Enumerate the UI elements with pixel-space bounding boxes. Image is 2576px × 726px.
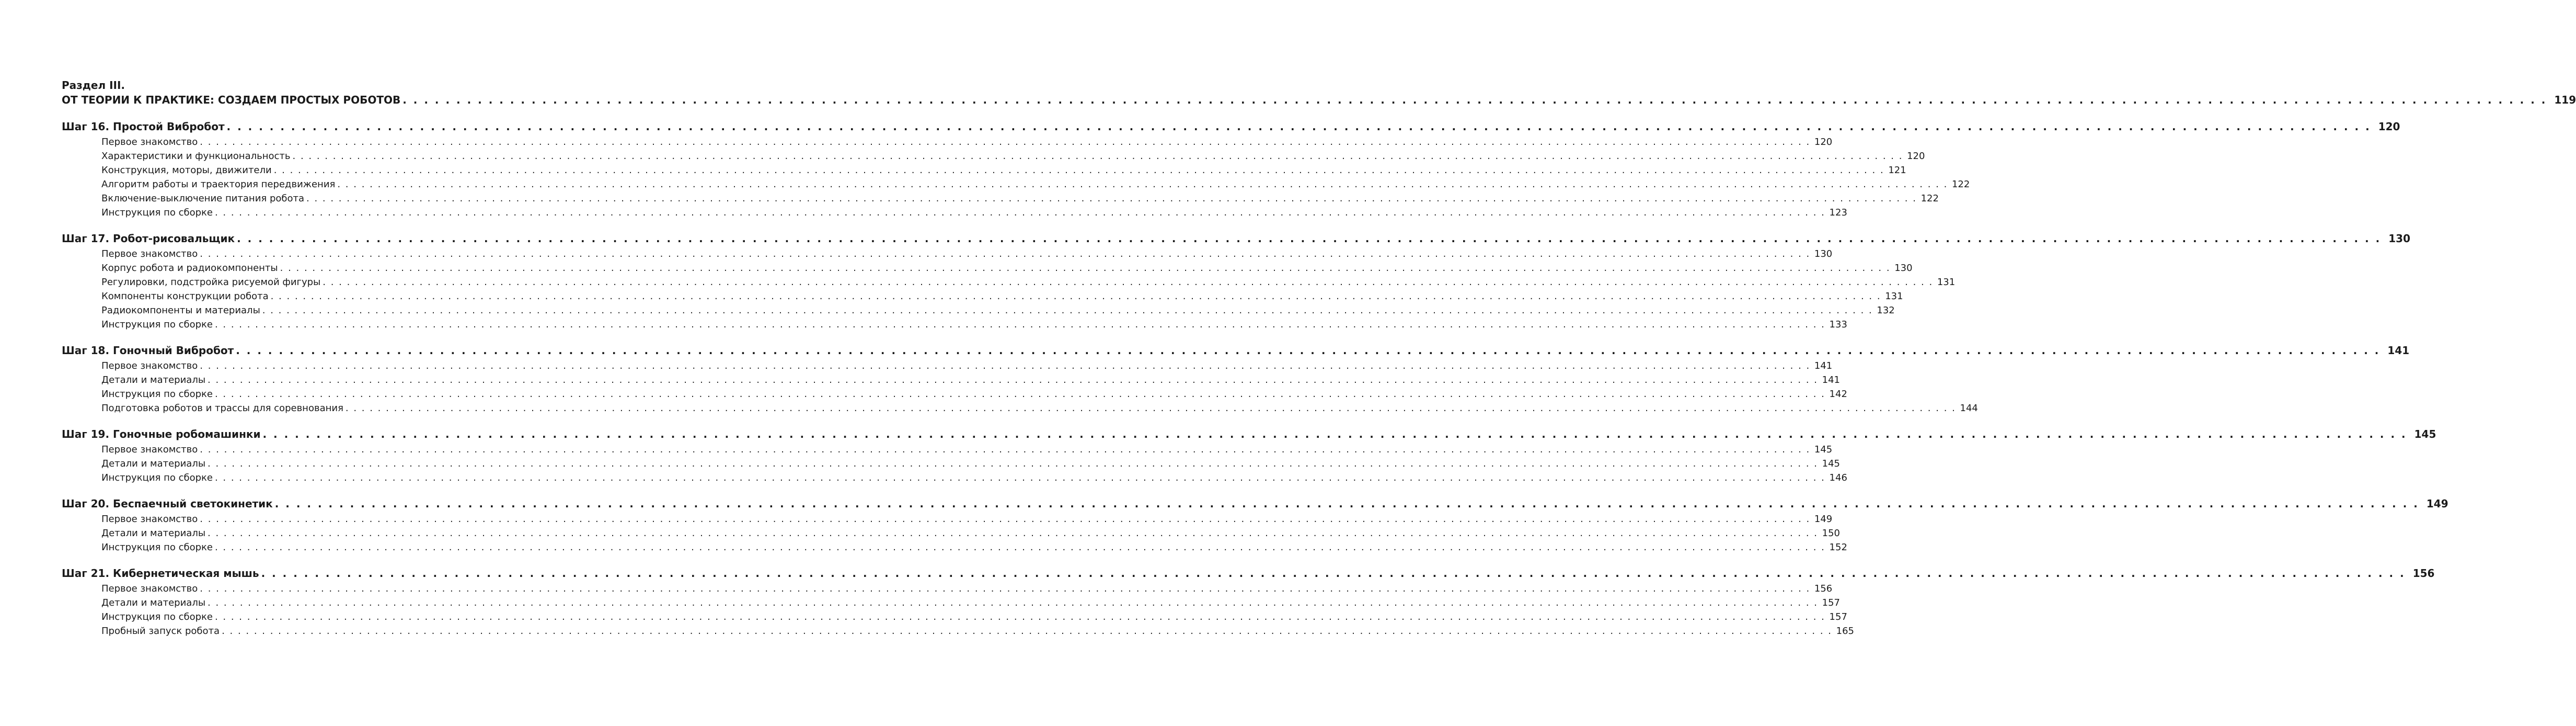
section-title: Первое знакомство bbox=[101, 444, 198, 455]
section-title: Характеристики и функциональность bbox=[101, 151, 291, 162]
section-page-number: 142 bbox=[1829, 389, 1847, 400]
part-title-entry[interactable] bbox=[62, 92, 2576, 108]
section-title: Подготовка роботов и трассы для соревнования bbox=[101, 403, 343, 414]
leader-dots: . . . . . . . . . . . . . . . . . . . . . . . . . . . . . . . . . . . . . . . . . . . . . . . . . . . . . . . . . . . . . . . . . . . . . . . . . . . . . . . . . . . . . . . . . . . . . . . . . . . . . . . . . . . . . . . . . . . . . . . . . . . . . . . . . . . . . . . . . . . . . . . . . . . . . . . . . . . . . . . . . . . . . . . . . . . . . . . . . . . . . . . . . . . . . . . . . . . . . . . . bbox=[323, 277, 1934, 288]
chapter-block bbox=[62, 565, 2435, 638]
chapter-block bbox=[62, 342, 2410, 415]
chapter-title: Шаг 18. Гоночный Вибробот bbox=[62, 344, 234, 357]
leader-dots: . . . . . . . . . . . . . . . . . . . . . . . . . . . . . . . . . . . . . . . . . . . . . . . . . . . . . . . . . . . . . . . . . . . . . . . . . . . . . . . . . . . . . . . . . . . . . . . . . . . . . . . . . . . . . . . . . . . . . . . . . . . . . . . . . . . . . . . . . . . . . . . . . . . . . . . . . . . . . . . . . . . . . . . . . . . . . . . . . . . . . . . . . . . . . . . . . . . . . . . . bbox=[208, 597, 1818, 608]
section-title: Корпус робота и радиокомпоненты bbox=[101, 263, 278, 274]
section-page-number: 157 bbox=[1829, 611, 1847, 622]
section-page-number: 130 bbox=[1894, 263, 1913, 274]
section-title: Инструкция по сборке bbox=[101, 319, 213, 330]
section-list bbox=[62, 135, 1970, 220]
leader-dots: . . . . . . . . . . . . . . . . . . . . . . . . . . . . . . . . . . . . . . . . . . . . . . . . . . . . . . . . . . . . . . . . . . . . . . . . . . . . . . . . . . . . . . . . . . . . . . . . . . . . . . . . . . . . . . . . . . . . . . . . . . . . . . . . . . . . . . . . . . . . . . . . . . . . . . . . . . . . . . . . . . . . . . . . . . . . . . . . . . . . . . . . . . . . . . . . . . . . . . . . bbox=[274, 497, 2419, 510]
chapter-page-number: 120 bbox=[2378, 120, 2400, 133]
section-entry[interactable] bbox=[101, 317, 1847, 332]
section-entry[interactable] bbox=[101, 582, 1833, 596]
chapter-list bbox=[62, 118, 2448, 638]
chapter-block bbox=[62, 230, 2410, 332]
section-page-number: 152 bbox=[1829, 542, 1847, 553]
section-page-number: 157 bbox=[1822, 597, 1840, 608]
leader-dots: . . . . . . . . . . . . . . . . . . . . . . . . . . . . . . . . . . . . . . . . . . . . . . . . . . . . . . . . . . . . . . . . . . . . . . . . . . . . . . . . . . . . . . . . . . . . . . . . . . . . . . . . . . . . . . . . . . . . . . . . . . . . . . . . . . . . . . . . . . . . . . . . . . . . . . . . . . . . . . . . . . . . . . . . . . . . . . . . . . . . . . . . . . . . . . . . . . . . . . . . bbox=[402, 94, 2547, 106]
section-title: Инструкция по сборке bbox=[101, 542, 213, 553]
section-entry[interactable] bbox=[101, 512, 1833, 526]
section-page-number: 120 bbox=[1907, 151, 1925, 162]
section-page-number: 122 bbox=[1951, 179, 1970, 190]
leader-dots: . . . . . . . . . . . . . . . . . . . . . . . . . . . . . . . . . . . . . . . . . . . . . . . . . . . . . . . . . . . . . . . . . . . . . . . . . . . . . . . . . . . . . . . . . . . . . . . . . . . . . . . . . . . . . . . . . . . . . . . . . . . . . . . . . . . . . . . . . . . . . . . . . . . . . . . . . . . . . . . . . . . . . . . . . . . . . . . . . . . . . . . . . . . . . . . . . . . . . . . . bbox=[226, 120, 2371, 133]
section-entry[interactable] bbox=[101, 610, 1847, 624]
section-entry[interactable] bbox=[101, 289, 1903, 303]
chapter-page-number: 145 bbox=[2414, 428, 2436, 440]
section-title: Первое знакомство bbox=[101, 137, 198, 148]
section-page-number: 133 bbox=[1829, 319, 1847, 330]
table-of-contents bbox=[62, 78, 2576, 638]
section-page-number: 130 bbox=[1814, 248, 1833, 259]
leader-dots: . . . . . . . . . . . . . . . . . . . . . . . . . . . . . . . . . . . . . . . . . . . . . . . . . . . . . . . . . . . . . . . . . . . . . . . . . . . . . . . . . . . . . . . . . . . . . . . . . . . . . . . . . . . . . . . . . . . . . . . . . . . . . . . . . . . . . . . . . . . . . . . . . . . . . . . . . . . . . . . . . . . . . . . . . . . . . . . . . . . . . . . . . . . . . . . . . . . . . . . . bbox=[214, 389, 1825, 400]
section-list bbox=[62, 443, 1847, 485]
part-page-number: 119 bbox=[2554, 94, 2576, 106]
chapter-block bbox=[62, 426, 2436, 485]
section-entry[interactable] bbox=[101, 624, 1855, 638]
section-title: Первое знакомство bbox=[101, 360, 198, 371]
leader-dots: . . . . . . . . . . . . . . . . . . . . . . . . . . . . . . . . . . . . . . . . . . . . . . . . . . . . . . . . . . . . . . . . . . . . . . . . . . . . . . . . . . . . . . . . . . . . . . . . . . . . . . . . . . . . . . . . . . . . . . . . . . . . . . . . . . . . . . . . . . . . . . . . . . . . . . . . . . . . . . . . . . . . . . . . . . . . . . . . . . . . . . . . . . . . . . . . . . . . . . . . bbox=[273, 165, 1884, 176]
chapter-page-number: 156 bbox=[2412, 567, 2435, 580]
section-entry[interactable] bbox=[101, 443, 1833, 457]
section-title: Регулировки, подстройка рисуемой фигуры bbox=[101, 277, 321, 288]
chapter-page-number: 141 bbox=[2387, 344, 2410, 357]
leader-dots: . . . . . . . . . . . . . . . . . . . . . . . . . . . . . . . . . . . . . . . . . . . . . . . . . . . . . . . . . . . . . . . . . . . . . . . . . . . . . . . . . . . . . . . . . . . . . . . . . . . . . . . . . . . . . . . . . . . . . . . . . . . . . . . . . . . . . . . . . . . . . . . . . . . . . . . . . . . . . . . . . . . . . . . . . . . . . . . . . . . . . . . . . . . . . . . . . . . . . . . . bbox=[262, 428, 2407, 440]
section-page-number: 141 bbox=[1822, 375, 1840, 385]
chapter-page-number: 130 bbox=[2388, 232, 2410, 245]
section-list bbox=[62, 512, 1847, 554]
chapter-title: Шаг 16. Простой Вибробот bbox=[62, 120, 225, 133]
section-entry[interactable] bbox=[101, 359, 1833, 373]
leader-dots: . . . . . . . . . . . . . . . . . . . . . . . . . . . . . . . . . . . . . . . . . . . . . . . . . . . . . . . . . . . . . . . . . . . . . . . . . . . . . . . . . . . . . . . . . . . . . . . . . . . . . . . . . . . . . . . . . . . . . . . . . . . . . . . . . . . . . . . . . . . . . . . . . . . . . . . . . . . . . . . . . . . . . . . . . . . . . . . . . . . . . . . . . . . . . . . . . . . . . . . . bbox=[200, 360, 1811, 371]
part-title: ОТ ТЕОРИИ К ПРАКТИКЕ: СОЗДАЕМ ПРОСТЫХ РОБОТОВ bbox=[62, 94, 401, 106]
leader-dots: . . . . . . . . . . . . . . . . . . . . . . . . . . . . . . . . . . . . . . . . . . . . . . . . . . . . . . . . . . . . . . . . . . . . . . . . . . . . . . . . . . . . . . . . . . . . . . . . . . . . . . . . . . . . . . . . . . . . . . . . . . . . . . . . . . . . . . . . . . . . . . . . . . . . . . . . . . . . . . . . . . . . . . . . . . . . . . . . . . . . . . . . . . . . . . . . . . . . . . . . bbox=[236, 344, 2380, 357]
section-title: Детали и материалы bbox=[101, 458, 206, 469]
section-entry[interactable] bbox=[101, 247, 1833, 261]
leader-dots: . . . . . . . . . . . . . . . . . . . . . . . . . . . . . . . . . . . . . . . . . . . . . . . . . . . . . . . . . . . . . . . . . . . . . . . . . . . . . . . . . . . . . . . . . . . . . . . . . . . . . . . . . . . . . . . . . . . . . . . . . . . . . . . . . . . . . . . . . . . . . . . . . . . . . . . . . . . . . . . . . . . . . . . . . . . . . . . . . . . . . . . . . . . . . . . . . . . . . . . . bbox=[200, 583, 1811, 594]
section-title: Детали и материалы bbox=[101, 375, 206, 385]
section-title: Пробный запуск робота bbox=[101, 626, 220, 637]
section-page-number: 141 bbox=[1814, 360, 1833, 371]
chapter-entry[interactable] bbox=[62, 565, 2435, 582]
section-page-number: 156 bbox=[1814, 583, 1833, 594]
leader-dots: . . . . . . . . . . . . . . . . . . . . . . . . . . . . . . . . . . . . . . . . . . . . . . . . . . . . . . . . . . . . . . . . . . . . . . . . . . . . . . . . . . . . . . . . . . . . . . . . . . . . . . . . . . . . . . . . . . . . . . . . . . . . . . . . . . . . . . . . . . . . . . . . . . . . . . . . . . . . . . . . . . . . . . . . . . . . . . . . . . . . . . . . . . . . . . . . . . . . . . . . bbox=[214, 611, 1825, 622]
section-entry[interactable] bbox=[101, 149, 1925, 163]
section-entry[interactable] bbox=[101, 177, 1970, 191]
section-title: Включение-выключение питания робота bbox=[101, 193, 305, 204]
section-page-number: 165 bbox=[1836, 626, 1855, 637]
section-page-number: 120 bbox=[1814, 137, 1833, 148]
section-page-number: 131 bbox=[1937, 277, 1956, 288]
section-page-number: 149 bbox=[1814, 514, 1833, 525]
section-title: Инструкция по сборке bbox=[101, 389, 213, 400]
leader-dots: . . . . . . . . . . . . . . . . . . . . . . . . . . . . . . . . . . . . . . . . . . . . . . . . . . . . . . . . . . . . . . . . . . . . . . . . . . . . . . . . . . . . . . . . . . . . . . . . . . . . . . . . . . . . . . . . . . . . . . . . . . . . . . . . . . . . . . . . . . . . . . . . . . . . . . . . . . . . . . . . . . . . . . . . . . . . . . . . . . . . . . . . . . . . . . . . . . . . . . . . bbox=[200, 444, 1811, 455]
leader-dots: . . . . . . . . . . . . . . . . . . . . . . . . . . . . . . . . . . . . . . . . . . . . . . . . . . . . . . . . . . . . . . . . . . . . . . . . . . . . . . . . . . . . . . . . . . . . . . . . . . . . . . . . . . . . . . . . . . . . . . . . . . . . . . . . . . . . . . . . . . . . . . . . . . . . . . . . . . . . . . . . . . . . . . . . . . . . . . . . . . . . . . . . . . . . . . . . . . . . . . . . bbox=[306, 193, 1917, 204]
leader-dots: . . . . . . . . . . . . . . . . . . . . . . . . . . . . . . . . . . . . . . . . . . . . . . . . . . . . . . . . . . . . . . . . . . . . . . . . . . . . . . . . . . . . . . . . . . . . . . . . . . . . . . . . . . . . . . . . . . . . . . . . . . . . . . . . . . . . . . . . . . . . . . . . . . . . . . . . . . . . . . . . . . . . . . . . . . . . . . . . . . . . . . . . . . . . . . . . . . . . . . . . bbox=[200, 514, 1811, 525]
section-entry[interactable] bbox=[101, 275, 1956, 289]
leader-dots: . . . . . . . . . . . . . . . . . . . . . . . . . . . . . . . . . . . . . . . . . . . . . . . . . . . . . . . . . . . . . . . . . . . . . . . . . . . . . . . . . . . . . . . . . . . . . . . . . . . . . . . . . . . . . . . . . . . . . . . . . . . . . . . . . . . . . . . . . . . . . . . . . . . . . . . . . . . . . . . . . . . . . . . . . . . . . . . . . . . . . . . . . . . . . . . . . . . . . . . . bbox=[222, 626, 1833, 637]
section-page-number: 144 bbox=[1960, 403, 1978, 414]
section-entry[interactable] bbox=[101, 303, 1895, 317]
section-entry[interactable] bbox=[101, 206, 1847, 220]
leader-dots: . . . . . . . . . . . . . . . . . . . . . . . . . . . . . . . . . . . . . . . . . . . . . . . . . . . . . . . . . . . . . . . . . . . . . . . . . . . . . . . . . . . . . . . . . . . . . . . . . . . . . . . . . . . . . . . . . . . . . . . . . . . . . . . . . . . . . . . . . . . . . . . . . . . . . . . . . . . . . . . . . . . . . . . . . . . . . . . . . . . . . . . . . . . . . . . . . . . . . . . . bbox=[214, 542, 1825, 553]
part-label: Раздел III. bbox=[62, 79, 125, 92]
section-entry[interactable] bbox=[101, 457, 1840, 471]
section-list bbox=[62, 247, 1956, 332]
chapter-entry[interactable] bbox=[62, 230, 2410, 247]
section-page-number: 122 bbox=[1920, 193, 1939, 204]
section-title: Первое знакомство bbox=[101, 248, 198, 259]
leader-dots: . . . . . . . . . . . . . . . . . . . . . . . . . . . . . . . . . . . . . . . . . . . . . . . . . . . . . . . . . . . . . . . . . . . . . . . . . . . . . . . . . . . . . . . . . . . . . . . . . . . . . . . . . . . . . . . . . . . . . . . . . . . . . . . . . . . . . . . . . . . . . . . . . . . . . . . . . . . . . . . . . . . . . . . . . . . . . . . . . . . . . . . . . . . . . . . . . . . . . . . . bbox=[261, 567, 2406, 580]
section-list bbox=[62, 359, 1978, 415]
section-page-number: 150 bbox=[1822, 528, 1840, 539]
section-entry[interactable] bbox=[101, 163, 1906, 177]
section-title: Детали и материалы bbox=[101, 528, 206, 539]
chapter-title: Шаг 21. Кибернетическая мышь bbox=[62, 567, 259, 580]
leader-dots: . . . . . . . . . . . . . . . . . . . . . . . . . . . . . . . . . . . . . . . . . . . . . . . . . . . . . . . . . . . . . . . . . . . . . . . . . . . . . . . . . . . . . . . . . . . . . . . . . . . . . . . . . . . . . . . . . . . . . . . . . . . . . . . . . . . . . . . . . . . . . . . . . . . . . . . . . . . . . . . . . . . . . . . . . . . . . . . . . . . . . . . . . . . . . . . . . . . . . . . . bbox=[262, 305, 1873, 316]
section-page-number: 131 bbox=[1885, 291, 1903, 302]
chapter-entry[interactable] bbox=[62, 118, 2400, 135]
section-entry[interactable] bbox=[101, 526, 1840, 540]
leader-dots: . . . . . . . . . . . . . . . . . . . . . . . . . . . . . . . . . . . . . . . . . . . . . . . . . . . . . . . . . . . . . . . . . . . . . . . . . . . . . . . . . . . . . . . . . . . . . . . . . . . . . . . . . . . . . . . . . . . . . . . . . . . . . . . . . . . . . . . . . . . . . . . . . . . . . . . . . . . . . . . . . . . . . . . . . . . . . . . . . . . . . . . . . . . . . . . . . . . . . . . . bbox=[214, 207, 1825, 218]
leader-dots: . . . . . . . . . . . . . . . . . . . . . . . . . . . . . . . . . . . . . . . . . . . . . . . . . . . . . . . . . . . . . . . . . . . . . . . . . . . . . . . . . . . . . . . . . . . . . . . . . . . . . . . . . . . . . . . . . . . . . . . . . . . . . . . . . . . . . . . . . . . . . . . . . . . . . . . . . . . . . . . . . . . . . . . . . . . . . . . . . . . . . . . . . . . . . . . . . . . . . . . . bbox=[237, 232, 2382, 245]
section-entry[interactable] bbox=[101, 596, 1840, 610]
leader-dots: . . . . . . . . . . . . . . . . . . . . . . . . . . . . . . . . . . . . . . . . . . . . . . . . . . . . . . . . . . . . . . . . . . . . . . . . . . . . . . . . . . . . . . . . . . . . . . . . . . . . . . . . . . . . . . . . . . . . . . . . . . . . . . . . . . . . . . . . . . . . . . . . . . . . . . . . . . . . . . . . . . . . . . . . . . . . . . . . . . . . . . . . . . . . . . . . . . . . . . . . bbox=[337, 179, 1948, 190]
leader-dots: . . . . . . . . . . . . . . . . . . . . . . . . . . . . . . . . . . . . . . . . . . . . . . . . . . . . . . . . . . . . . . . . . . . . . . . . . . . . . . . . . . . . . . . . . . . . . . . . . . . . . . . . . . . . . . . . . . . . . . . . . . . . . . . . . . . . . . . . . . . . . . . . . . . . . . . . . . . . . . . . . . . . . . . . . . . . . . . . . . . . . . . . . . . . . . . . . . . . . . . . bbox=[208, 458, 1818, 469]
leader-dots: . . . . . . . . . . . . . . . . . . . . . . . . . . . . . . . . . . . . . . . . . . . . . . . . . . . . . . . . . . . . . . . . . . . . . . . . . . . . . . . . . . . . . . . . . . . . . . . . . . . . . . . . . . . . . . . . . . . . . . . . . . . . . . . . . . . . . . . . . . . . . . . . . . . . . . . . . . . . . . . . . . . . . . . . . . . . . . . . . . . . . . . . . . . . . . . . . . . . . . . . bbox=[270, 291, 1881, 302]
section-title: Инструкция по сборке bbox=[101, 472, 213, 483]
chapter-title: Шаг 17. Робот-рисовальщик bbox=[62, 232, 235, 245]
section-entry[interactable] bbox=[101, 401, 1978, 415]
section-page-number: 145 bbox=[1814, 444, 1833, 455]
section-page-number: 132 bbox=[1877, 305, 1895, 316]
leader-dots: . . . . . . . . . . . . . . . . . . . . . . . . . . . . . . . . . . . . . . . . . . . . . . . . . . . . . . . . . . . . . . . . . . . . . . . . . . . . . . . . . . . . . . . . . . . . . . . . . . . . . . . . . . . . . . . . . . . . . . . . . . . . . . . . . . . . . . . . . . . . . . . . . . . . . . . . . . . . . . . . . . . . . . . . . . . . . . . . . . . . . . . . . . . . . . . . . . . . . . . . bbox=[208, 375, 1818, 385]
leader-dots: . . . . . . . . . . . . . . . . . . . . . . . . . . . . . . . . . . . . . . . . . . . . . . . . . . . . . . . . . . . . . . . . . . . . . . . . . . . . . . . . . . . . . . . . . . . . . . . . . . . . . . . . . . . . . . . . . . . . . . . . . . . . . . . . . . . . . . . . . . . . . . . . . . . . . . . . . . . . . . . . . . . . . . . . . . . . . . . . . . . . . . . . . . . . . . . . . . . . . . . . bbox=[200, 137, 1811, 148]
leader-dots: . . . . . . . . . . . . . . . . . . . . . . . . . . . . . . . . . . . . . . . . . . . . . . . . . . . . . . . . . . . . . . . . . . . . . . . . . . . . . . . . . . . . . . . . . . . . . . . . . . . . . . . . . . . . . . . . . . . . . . . . . . . . . . . . . . . . . . . . . . . . . . . . . . . . . . . . . . . . . . . . . . . . . . . . . . . . . . . . . . . . . . . . . . . . . . . . . . . . . . . . bbox=[280, 263, 1891, 274]
section-page-number: 146 bbox=[1829, 472, 1847, 483]
leader-dots: . . . . . . . . . . . . . . . . . . . . . . . . . . . . . . . . . . . . . . . . . . . . . . . . . . . . . . . . . . . . . . . . . . . . . . . . . . . . . . . . . . . . . . . . . . . . . . . . . . . . . . . . . . . . . . . . . . . . . . . . . . . . . . . . . . . . . . . . . . . . . . . . . . . . . . . . . . . . . . . . . . . . . . . . . . . . . . . . . . . . . . . . . . . . . . . . . . . . . . . . bbox=[214, 319, 1825, 330]
chapter-block bbox=[62, 118, 2400, 220]
section-entry[interactable] bbox=[101, 135, 1833, 149]
section-entry[interactable] bbox=[101, 191, 1939, 206]
chapter-entry[interactable] bbox=[62, 342, 2410, 359]
section-title: Инструкция по сборке bbox=[101, 611, 213, 622]
section-title: Инструкция по сборке bbox=[101, 207, 213, 218]
chapter-entry[interactable] bbox=[62, 495, 2448, 512]
chapter-block bbox=[62, 495, 2448, 554]
section-page-number: 145 bbox=[1822, 458, 1840, 469]
leader-dots: . . . . . . . . . . . . . . . . . . . . . . . . . . . . . . . . . . . . . . . . . . . . . . . . . . . . . . . . . . . . . . . . . . . . . . . . . . . . . . . . . . . . . . . . . . . . . . . . . . . . . . . . . . . . . . . . . . . . . . . . . . . . . . . . . . . . . . . . . . . . . . . . . . . . . . . . . . . . . . . . . . . . . . . . . . . . . . . . . . . . . . . . . . . . . . . . . . . . . . . . bbox=[200, 248, 1811, 259]
section-title: Компоненты конструкции робота bbox=[101, 291, 269, 302]
chapter-title: Шаг 19. Гоночные робомашинки bbox=[62, 428, 261, 440]
section-entry[interactable] bbox=[101, 540, 1847, 554]
section-page-number: 121 bbox=[1888, 165, 1906, 176]
chapter-page-number: 149 bbox=[2426, 497, 2448, 510]
section-title: Конструкция, моторы, движители bbox=[101, 165, 272, 176]
section-title: Алгоритм работы и траектория передвижения bbox=[101, 179, 336, 190]
chapter-title: Шаг 20. Беспаечный светокинетик bbox=[62, 497, 273, 510]
section-title: Радиокомпоненты и материалы bbox=[101, 305, 260, 316]
chapter-entry[interactable] bbox=[62, 426, 2436, 443]
leader-dots: . . . . . . . . . . . . . . . . . . . . . . . . . . . . . . . . . . . . . . . . . . . . . . . . . . . . . . . . . . . . . . . . . . . . . . . . . . . . . . . . . . . . . . . . . . . . . . . . . . . . . . . . . . . . . . . . . . . . . . . . . . . . . . . . . . . . . . . . . . . . . . . . . . . . . . . . . . . . . . . . . . . . . . . . . . . . . . . . . . . . . . . . . . . . . . . . . . . . . . . . bbox=[208, 528, 1818, 539]
section-title: Детали и материалы bbox=[101, 597, 206, 608]
section-entry[interactable] bbox=[101, 373, 1840, 387]
section-title: Первое знакомство bbox=[101, 514, 198, 525]
section-title: Первое знакомство bbox=[101, 583, 198, 594]
leader-dots: . . . . . . . . . . . . . . . . . . . . . . . . . . . . . . . . . . . . . . . . . . . . . . . . . . . . . . . . . . . . . . . . . . . . . . . . . . . . . . . . . . . . . . . . . . . . . . . . . . . . . . . . . . . . . . . . . . . . . . . . . . . . . . . . . . . . . . . . . . . . . . . . . . . . . . . . . . . . . . . . . . . . . . . . . . . . . . . . . . . . . . . . . . . . . . . . . . . . . . . . bbox=[345, 403, 1956, 414]
section-page-number: 123 bbox=[1829, 207, 1847, 218]
section-list bbox=[62, 582, 1855, 638]
leader-dots: . . . . . . . . . . . . . . . . . . . . . . . . . . . . . . . . . . . . . . . . . . . . . . . . . . . . . . . . . . . . . . . . . . . . . . . . . . . . . . . . . . . . . . . . . . . . . . . . . . . . . . . . . . . . . . . . . . . . . . . . . . . . . . . . . . . . . . . . . . . . . . . . . . . . . . . . . . . . . . . . . . . . . . . . . . . . . . . . . . . . . . . . . . . . . . . . . . . . . . . . bbox=[292, 151, 1903, 162]
leader-dots: . . . . . . . . . . . . . . . . . . . . . . . . . . . . . . . . . . . . . . . . . . . . . . . . . . . . . . . . . . . . . . . . . . . . . . . . . . . . . . . . . . . . . . . . . . . . . . . . . . . . . . . . . . . . . . . . . . . . . . . . . . . . . . . . . . . . . . . . . . . . . . . . . . . . . . . . . . . . . . . . . . . . . . . . . . . . . . . . . . . . . . . . . . . . . . . . . . . . . . . . bbox=[214, 472, 1825, 483]
section-entry[interactable] bbox=[101, 471, 1847, 485]
section-entry[interactable] bbox=[101, 261, 1913, 275]
section-entry[interactable] bbox=[101, 387, 1847, 401]
